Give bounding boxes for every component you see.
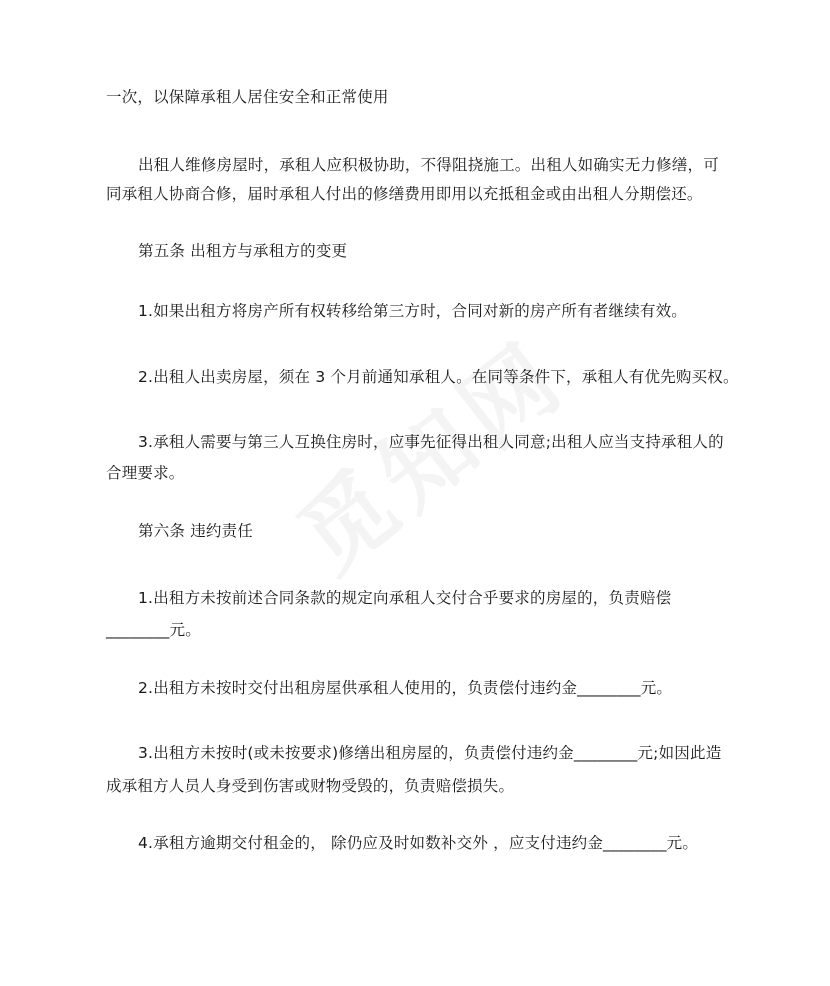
- text-line: 2.出租人出卖房屋，须在 3 个月前通知承租人。在同等条件下，承租人有优先购买权。: [138, 368, 739, 386]
- text-line: 出租人维修房屋时，承租人应积极协助，不得阻挠施工。出租人如确实无力修缮，可: [138, 156, 719, 174]
- text-line: ________元。: [106, 621, 202, 639]
- text-line: 合理要求。: [106, 464, 185, 482]
- text-line: 同承租人协商合修，届时承租人付出的修缮费用即用以充抵租金或由出租人分期偿还。: [106, 185, 703, 203]
- section-heading: 第五条 出租方与承租方的变更: [138, 242, 348, 260]
- text-line: 2.出租方未按时交付出租房屋供承租人使用的，负责偿付违约金________元。: [138, 679, 673, 697]
- text-line: 成承租方人员人身受到伤害或财物受毁的，负责赔偿损失。: [106, 777, 515, 795]
- text-line: 1.如果出租方将房产所有权转移给第三方时，合同对新的房产所有者继续有效。: [138, 302, 687, 320]
- section-heading: 第六条 违约责任: [138, 522, 254, 540]
- text-line: 3.出租方未按时(或未按要求)修缮出租房屋的，负责偿付违约金________元;如因此造: [138, 744, 722, 762]
- text-line: 3.承租人需要与第三人互换住房时，应事先征得出租人同意;出租人应当支持承租人的: [138, 433, 724, 451]
- text-line: 一次，以保障承租人居住安全和正常使用: [106, 88, 389, 106]
- text-line: 4.承租方逾期交付租金的， 除仍应及时如数补交外 ，应支付违约金________元。: [138, 834, 699, 852]
- text-line: 1.出租方未按前述合同条款的规定向承租人交付合乎要求的房屋的，负责赔偿: [138, 589, 672, 607]
